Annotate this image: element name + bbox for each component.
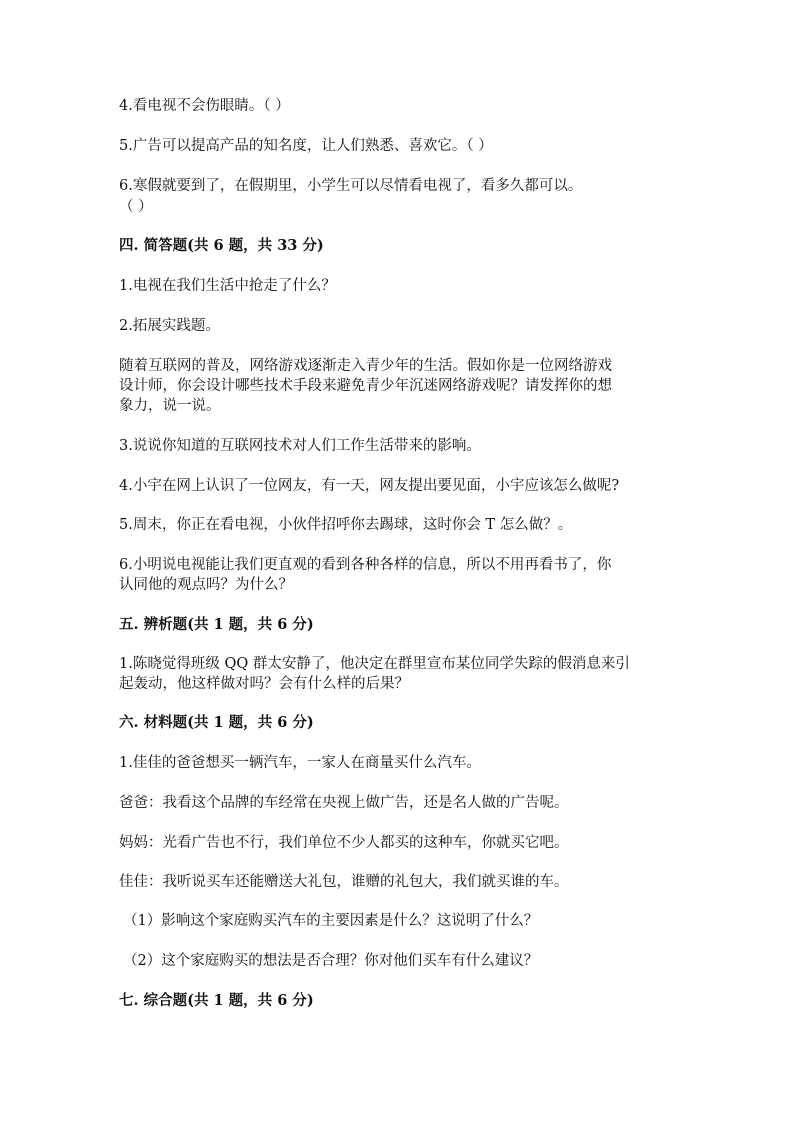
tf-question-4: 4.看电视不会伤眼睛。（ ）	[119, 98, 290, 114]
short-answer-question-5: 5.周末，你正在看电视，小伙伴招呼你去踢球，这时你会 T 怎么做？。	[119, 517, 573, 533]
section-5-heading: 五. 辨析题(共 1 题，共 6 分)	[119, 616, 314, 633]
tf-question-5: 5.广告可以提高产品的知名度，让人们熟悉、喜欢它。（ ）	[119, 138, 493, 154]
section-4-heading: 四. 简答题(共 6 题，共 33 分)	[119, 237, 324, 254]
material-dad-line: 爸爸：我看这个品牌的车经常在央视上做广告，还是名人做的广告呢。	[119, 795, 569, 811]
section-7-heading: 七. 综合题(共 1 题，共 6 分)	[119, 992, 314, 1009]
material-jiajia-line: 佳佳：我听说买车还能赠送大礼包，谁赠的礼包大，我们就买谁的车。	[119, 874, 569, 890]
section-6-heading: 六. 材料题(共 1 题，共 6 分)	[119, 714, 314, 731]
short-answer-question-3: 3.说说你知道的互联网技术对人们工作生活带来的影响。	[119, 438, 481, 454]
short-answer-question-1: 1.电视在我们生活中抢走了什么？	[119, 278, 336, 294]
question-2-text-line1: 随着互联网的普及，网络游戏逐渐走入青少年的生活。假如你是一位网络游戏	[119, 358, 612, 374]
tf-question-6-line1: 6.寒假就要到了，在假期里，小学生可以尽情看电视了，看多久都可以。	[119, 178, 583, 194]
material-question-1: 1.佳佳的爸爸想买一辆汽车，一家人在商量买什么汽车。	[119, 755, 481, 771]
tf-question-6-line2: （ ）	[119, 199, 153, 215]
analysis-question-1-line1: 1.陈晓觉得班级 QQ 群太安静了，他决定在群里宣布某位同学失踪的假消息来引	[119, 656, 630, 672]
short-answer-question-6-line2: 认同他的观点吗？为什么？	[119, 577, 293, 593]
material-mom-line: 妈妈：光看广告也不行，我们单位不少人都买的这种车，你就买它吧。	[119, 835, 569, 851]
material-subquestion-1: （1）影响这个家庭购买汽车的主要因素是什么？这说明了什么？	[123, 913, 539, 929]
material-subquestion-2: （2）这个家庭购买的想法是否合理？你对他们买车有什么建议？	[123, 953, 539, 969]
analysis-question-1-line2: 起轰动，他这样做对吗？会有什么样的后果？	[119, 676, 409, 692]
short-answer-question-2: 2.拓展实践题。	[119, 318, 220, 334]
short-answer-question-4: 4.小宇在网上认识了一位网友，有一天，网友提出要见面，小宇应该怎么做呢?	[119, 478, 620, 494]
question-2-text-line3: 象力，说一说。	[119, 398, 221, 414]
short-answer-question-6-line1: 6.小明说电视能让我们更直观的看到各种各样的信息，所以不用再看书了，你	[119, 557, 612, 573]
question-2-text-line2: 设计师，你会设计哪些技术手段来避免青少年沉迷网络游戏呢？请发挥你的想	[119, 378, 612, 394]
